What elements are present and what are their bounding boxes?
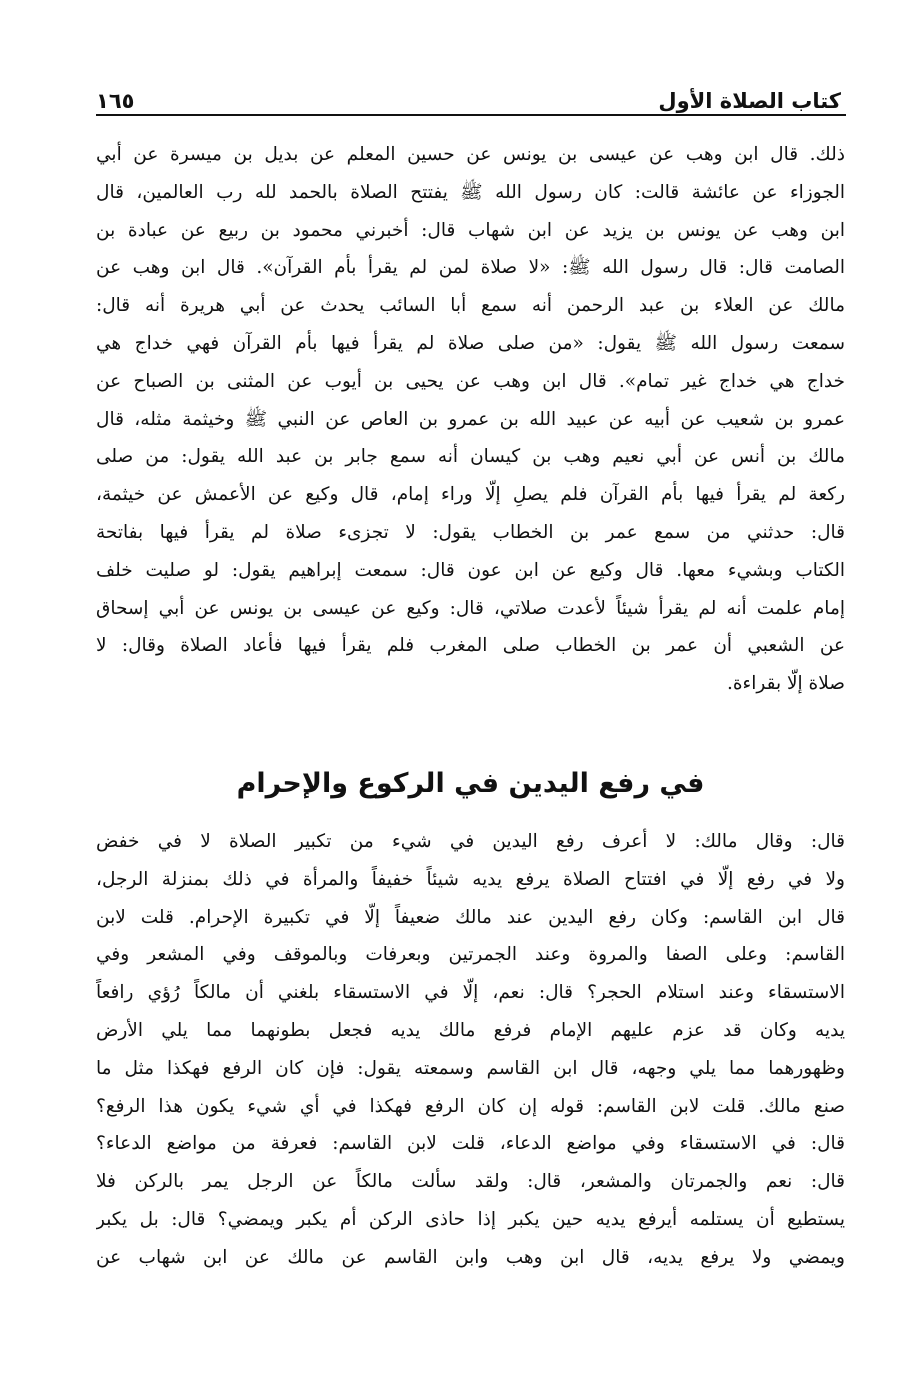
text-line: صلاة إلّا بقراءة. (726, 673, 845, 695)
text-line: قال: نعم والجمرتان والمشعر، قال: ولقد سألت مالكاً عن الرجل يمر بالركن فلا (96, 1171, 845, 1193)
text-line: ابن وهب عن يونس بن يزيد عن ابن شهاب قال: أخبرني محمود بن ربيع عن عبادة بن (96, 219, 845, 241)
page-number: ١٦٥ (96, 89, 135, 113)
text-line: الصامت قال: قال رسول الله ﷺ: «لا صلاة لمن لم يقرأ بأم القرآن». قال ابن وهب عن (96, 257, 845, 279)
text-line: قال: حدثني من سمع عمر بن الخطاب يقول: لا تجزىء صلاة لم يقرأ فيها بفاتحة (96, 521, 845, 543)
text-line: قال: في الاستسقاء وفي مواضع الدعاء، قلت لابن القاسم: فعرفة من مواضع الدعاء؟ (96, 1133, 845, 1155)
text-line: مالك بن أنس عن أبي نعيم وهب بن كيسان أنه سمع جابر بن عبد الله يقول: من صلى (96, 446, 845, 468)
text-line: مالك عن العلاء بن عبد الرحمن أنه سمع أبا السائب يحدث عن أبي هريرة أنه قال: (96, 295, 845, 317)
section-heading: في رفع اليدين في الركوع والإحرام (236, 768, 705, 799)
text-line: ولا في رفع إلّا في افتتاح الصلاة يرفع يديه شيئاً خفيفاً والمرأة في ذلك بمنزلة الرجل، (96, 868, 845, 890)
text-line: ويمضي ولا يرفع يديه، قال ابن وهب وابن القاسم عن مالك عن ابن شهاب عن (96, 1246, 845, 1268)
text-line: قال ابن القاسم: وكان رفع اليدين عند مالك ضعيفاً إلّا في تكبيرة الإحرام. قلت لابن (96, 906, 845, 928)
paragraph-2 (96, 823, 845, 1277)
text-line: عن الشعبي أن عمر بن الخطاب صلى المغرب فلم يقرأ فيها فأعاد الصلاة وقال: لا (96, 635, 845, 657)
text-line: القاسم: وعلى الصفا والمروة وعند الجمرتين وبعرفات وبالموقف وفي المشعر وفي (96, 944, 845, 966)
text-line: عمرو بن شعيب عن أبيه عن عبيد الله بن عمرو بن العاص عن النبي ﷺ وخيثمة مثله، قال (96, 408, 845, 430)
text-line: صنع مالك. قلت لابن القاسم: قوله إن كان الرفع فهكذا في أي شيء يكون هذا الرفع؟ (96, 1095, 845, 1117)
text-line: خداج هي خداج غير تمام». قال ابن وهب عن يحيى بن أيوب عن المثنى بن الصباح عن (96, 370, 845, 392)
text-line: إمام علمت أنه لم يقرأ شيئاً لأعدت صلاتي، قال: وكيع عن عيسى بن يونس عن أبي إسحاق (96, 597, 845, 619)
text-line: الكتاب وبشيء معها. قال وكيع عن ابن عون قال: سمعت إبراهيم يقول: لو صليت خلف (96, 559, 845, 581)
chapter-title: كتاب الصلاة الأول (658, 89, 841, 113)
text-line: يديه وكان قد عزم عليهم الإمام فرفع مالك يديه فجعل بطونهما مما يلي الأرض (96, 1019, 845, 1041)
text-line: قال: وقال مالك: لا أعرف رفع اليدين في شيء من تكبير الصلاة لا في خفض (96, 831, 845, 852)
running-header (96, 72, 841, 112)
text-line: سمعت رسول الله ﷺ يقول: «من صلى صلاة لم يقرأ فيها بأم القرآن فهي خداج هي (96, 332, 845, 354)
text-line: ركعة لم يقرأ فيها بأم القرآن فلم يصلِ إلّا وراء إمام، قال وكيع عن الأعمش عن خيثمة، (96, 484, 845, 506)
text-line: يستطيع أن يستلمه أيرفع يديه حين يكبر إذا حاذى الركن أم يكبر ويمضي؟ قال: بل يكبر (96, 1208, 845, 1230)
text-line: وظهورهما مما يلي وجهه، قال ابن القاسم وسمعته يقول: فإن كان الرفع فهكذا مثل ما (96, 1057, 845, 1079)
paragraph-1 (96, 136, 845, 703)
text-line: الاستسقاء وعند استلام الحجر؟ قال: نعم، إلّا في الاستسقاء بلغني أن مالكاً رُؤي رافعاً (96, 982, 845, 1004)
text-line: ذلك. قال ابن وهب عن عيسى بن يونس عن حسين المعلم عن بديل بن ميسرة عن أبي (96, 144, 845, 165)
text-line: الجوزاء عن عائشة قالت: كان رسول الله ﷺ يفتتح الصلاة بالحمد لله رب العالمين، قال (96, 181, 845, 203)
header-rule (96, 114, 846, 116)
